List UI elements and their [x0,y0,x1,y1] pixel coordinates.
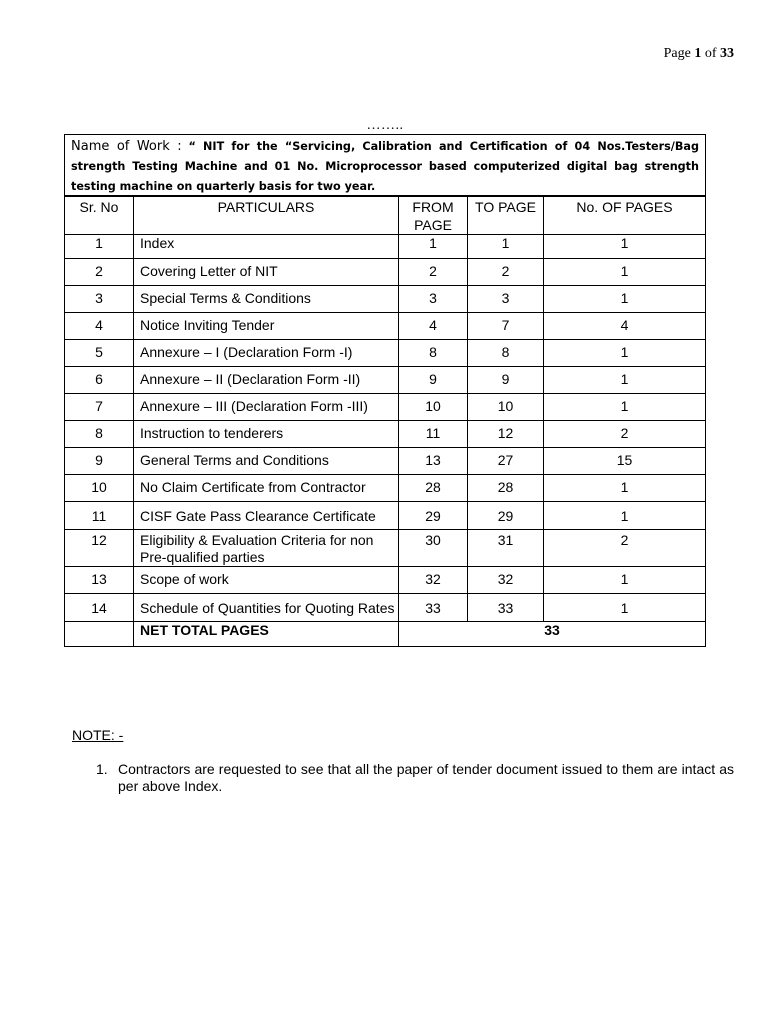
cell-sr-no: 13 [65,567,134,594]
table-row [65,530,706,567]
note-list [96,761,734,795]
cell-to-page: 9 [468,367,544,394]
cell-from-page: 9 [399,367,468,394]
note-item-number: 1. [96,761,108,777]
cell-sr-no: 1 [65,235,134,259]
cell-particulars: Scope of work [134,567,399,594]
cell-to-page: 32 [468,567,544,594]
page-total: 33 [720,46,734,61]
cell-no-of-pages: 2 [544,530,706,567]
table-row [65,394,706,421]
cell-particulars: No Claim Certificate from Contractor [134,475,399,502]
table-row [65,286,706,313]
cell-no-of-pages: 1 [544,367,706,394]
cell-to-page: 33 [468,594,544,622]
header-particulars: PARTICULARS [134,197,399,235]
table-row [65,567,706,594]
cell-from-page: 11 [399,421,468,448]
cell-no-of-pages: 1 [544,502,706,530]
cell-from-page: 30 [399,530,468,567]
index-table [64,196,706,647]
header-to-page: TO PAGE [468,197,544,235]
table-row [65,502,706,530]
cell-particulars: Annexure – II (Declaration Form -II) [134,367,399,394]
total-row [65,622,706,647]
cell-from-page: 13 [399,448,468,475]
page-number [664,46,734,62]
cell-particulars: Schedule of Quantities for Quoting Rates [134,594,399,622]
cell-no-of-pages: 1 [544,567,706,594]
cell-from-page: 28 [399,475,468,502]
table-row [65,367,706,394]
cell-sr-no: 5 [65,340,134,367]
cell-particulars: General Terms and Conditions [134,448,399,475]
cell-particulars: Annexure – III (Declaration Form -III) [134,394,399,421]
cell-no-of-pages: 15 [544,448,706,475]
cell-to-page: 12 [468,421,544,448]
cell-no-of-pages: 1 [544,594,706,622]
cell-from-page: 3 [399,286,468,313]
cell-to-page: 8 [468,340,544,367]
cell-particulars: Instruction to tenderers [134,421,399,448]
cell-to-page: 7 [468,313,544,340]
cell-to-page: 10 [468,394,544,421]
cell-no-of-pages: 4 [544,313,706,340]
cell-no-of-pages: 1 [544,340,706,367]
table-row [65,340,706,367]
cell-to-page: 3 [468,286,544,313]
cell-no-of-pages: 1 [544,394,706,421]
cell-sr-no: 10 [65,475,134,502]
cell-particulars: Annexure – I (Declaration Form -I) [134,340,399,367]
cell-no-of-pages: 1 [544,475,706,502]
cell-particulars: Special Terms & Conditions [134,286,399,313]
cell-from-page: 32 [399,567,468,594]
note-heading: NOTE: - [72,727,124,743]
cell-from-page: 29 [399,502,468,530]
table-row [65,594,706,622]
cell-sr-no: 4 [65,313,134,340]
cell-sr-no: 8 [65,421,134,448]
header-sr-no: Sr. No [65,197,134,235]
table-row [65,421,706,448]
cell-particulars: CISF Gate Pass Clearance Certificate [134,502,399,530]
header-from-page: FROM PAGE [399,197,468,235]
cell-to-page: 28 [468,475,544,502]
cell-from-page: 1 [399,235,468,259]
cell-sr-no: 7 [65,394,134,421]
cell-to-page: 2 [468,259,544,286]
header-no-of-pages: No. OF PAGES [544,197,706,235]
cell-particulars: Covering Letter of NIT [134,259,399,286]
index-table-body [65,235,706,622]
cell-sr-no: 12 [65,530,134,567]
cell-from-page: 10 [399,394,468,421]
page-of: of [704,46,717,61]
cell-from-page: 8 [399,340,468,367]
cell-sr-no: 11 [65,502,134,530]
cell-to-page: 31 [468,530,544,567]
total-empty-cell [65,622,134,647]
cell-sr-no: 9 [65,448,134,475]
cell-to-page: 29 [468,502,544,530]
dots-separator: …….. [366,118,404,133]
cell-particulars: Index [134,235,399,259]
cell-no-of-pages: 1 [544,259,706,286]
cell-sr-no: 6 [65,367,134,394]
cell-no-of-pages: 2 [544,421,706,448]
cell-no-of-pages: 1 [544,286,706,313]
total-label: NET TOTAL PAGES [134,622,399,647]
cell-to-page: 1 [468,235,544,259]
cell-no-of-pages: 1 [544,235,706,259]
note-item-text: Contractors are requested to see that all the paper of tender document issued to them are intact as per above Index. [118,761,734,794]
cell-particulars: Eligibility & Evaluation Criteria for non Pre-qualified parties [134,530,399,567]
name-of-work-box [64,134,706,196]
cell-sr-no: 2 [65,259,134,286]
total-value: 33 [399,622,706,647]
table-row [65,259,706,286]
page-prefix: Page [663,46,691,61]
cell-from-page: 33 [399,594,468,622]
cell-from-page: 4 [399,313,468,340]
name-of-work-text: “ NIT for the “Servicing, Calibration and Certification of 04 Nos.Testers/Bag strength Testing Machine and 01 No. Microprocessor based computerized digital bag strength testing machine on quarterly basis for two year. [71,140,699,193]
cell-from-page: 2 [399,259,468,286]
table-row [65,475,706,502]
page-current: 1 [694,46,702,61]
table-header-row [65,197,706,235]
table-row [65,235,706,259]
table-row [65,313,706,340]
table-row [65,448,706,475]
cell-sr-no: 3 [65,286,134,313]
cell-particulars: Notice Inviting Tender [134,313,399,340]
cell-to-page: 27 [468,448,544,475]
cell-sr-no: 14 [65,594,134,622]
name-of-work-label: Name of Work : [71,139,182,154]
